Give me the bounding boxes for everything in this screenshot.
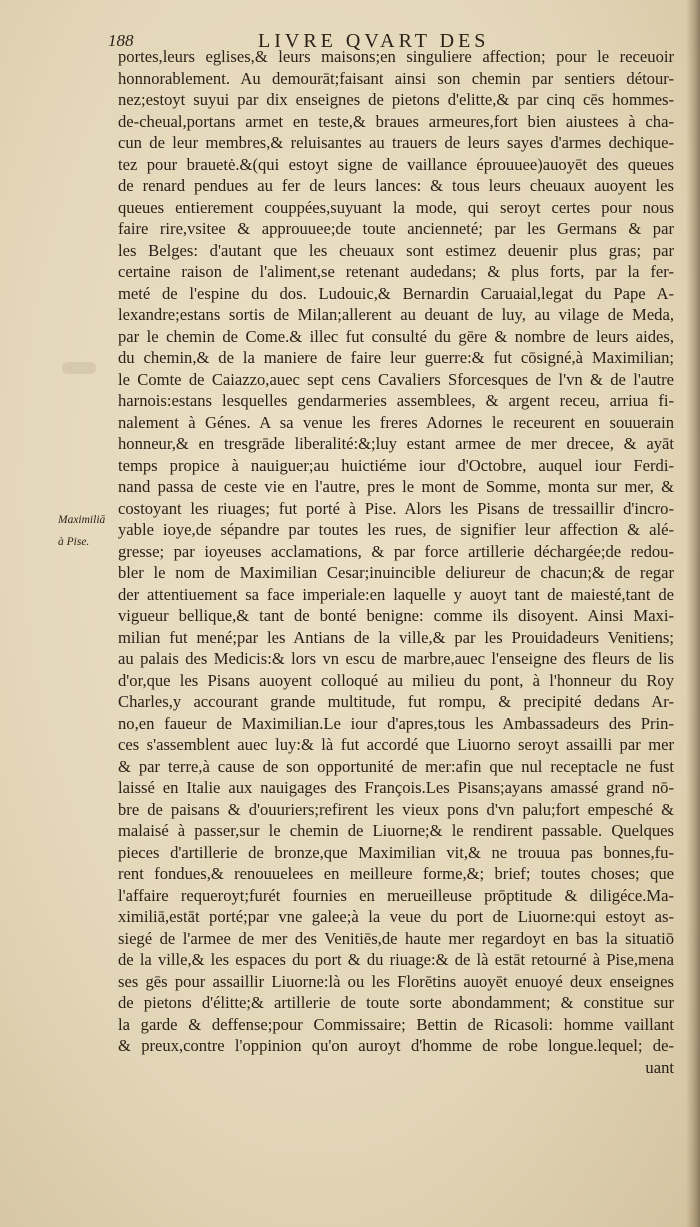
text-line: no,en faueur de Maximilian.Le iour d'apres,tous les Ambassadeurs des Prin-	[118, 713, 674, 733]
text-line: lexandre;estans sortis de Milan;allerent au deuant de luy, au vilage de Meda,	[118, 305, 674, 324]
text-line: der attentiuement sa face imperiale:en laquelle y auoyt tant de maiesté,tant de	[118, 584, 674, 604]
text-line: pieces d'artillerie de bronze,que Maximilian vit,& ne trouua pas bonnes,fu-	[118, 842, 674, 862]
text-line: certaine raison de l'aliment,se retenant audedans; & plus forts, par la fer-	[118, 262, 674, 281]
ink-smudge	[62, 362, 96, 374]
text-line: gresse; par ioyeuses acclamations, & par force artillerie déchargée;de redou-	[118, 541, 674, 561]
text-line: du chemin,& de la maniere de faire leur guerre:& fut cōsigné,à Maximilian;	[118, 348, 674, 367]
text-line: honnorablement. Au demourāt;faisant ainsi son chemin par sentiers détour-	[118, 68, 674, 88]
text-line: Charles,y accourant grande multitude, fut rompu, & precipité dedans Ar-	[118, 692, 674, 711]
text-line: laissé en Italie aux nauigages des François.Les Pisans;ayans amassé grand nō-	[118, 778, 674, 797]
text-line: ses gēs pour assaillir Liuorne:là ou les Florētins auoyēt enuoyé deux enseignes	[118, 971, 674, 991]
margin-note	[58, 510, 118, 553]
text-line: honneur,& en tresgrāde liberalité:&;luy estant armee de mer drecee, & ayāt	[118, 434, 674, 453]
text-line: les Belges: d'autant que les cheuaux sont estimez deuenir plus gras; par	[118, 240, 674, 260]
page-edge-shadow	[686, 0, 700, 1227]
text-line: de pietons d'élitte;& artillerie de toute sorte abondamment; & constitue sur	[118, 993, 674, 1012]
text-line: milian fut mené;par les Antians de la ville,& par les Prouidadeurs Venitiens;	[118, 627, 674, 647]
text-line: le Comte de Caiazzo,auec sept cens Cavaliers Sforcesques de l'vn & de l'autre	[118, 369, 674, 389]
text-line: la garde & deffense;pour Commissaire; Bettin de Ricasoli: homme vaillant	[118, 1014, 674, 1034]
text-line: bler le nom de Maximilian Cesar;inuincible deliureur de chacun;& de regar	[118, 563, 674, 582]
text-line: nez;estoyt suyui par dix enseignes de pietons d'elitte,& par cinq cēs hommes-	[118, 90, 674, 109]
text-line: rent fondues,& renouuelees en meilleure forme,&; brief; toutes choses; que	[118, 864, 674, 883]
text-line: de-cheual,portans armet en teste,& braues armeures,fort bien aiustees à cha-	[118, 111, 674, 131]
text-line: d'or,que les Pisans auoyent colloqué au milieu du pont, à l'honneur du Roy	[118, 670, 674, 690]
text-line: temps propice à nauiguer;au huictiéme iour d'Octobre, auquel iour Ferdi-	[118, 455, 674, 475]
margin-note-line: à Pise.	[58, 535, 90, 548]
text-line: siegé de l'armee de mer des Venitiēs,de haute mer regardoyt en bas la situatiō	[118, 928, 674, 948]
text-line: cun de leur membres,& reluisantes au trauers de leurs sayes d'armes dechique-	[118, 133, 674, 152]
margin-note-line: Maximiliā	[58, 514, 106, 526]
body-text	[118, 46, 674, 1078]
text-line: tez pour brauetė.&(qui estoyt signe de vaillance éprouuee)auoyēt des queues	[118, 154, 674, 174]
text-line: nand passa de ceste vie en l'autre, pres le mont de Somme, monta sur mer, &	[118, 477, 674, 496]
text-line: costoyant les riuages; fut porté à Pise. Alors les Pisans de tressaillir d'incro-	[118, 498, 674, 518]
text-line: vigueur bellique,& tant de bonté benigne: comme ils disoyent. Ainsi Maxi-	[118, 606, 674, 625]
text-line: uant	[645, 1057, 674, 1077]
text-line: harnois:estans lesquelles gendarmeries assemblees, & argent receu, arriua fi-	[118, 391, 674, 410]
text-line: par le chemin de Come.& illec fut consulté du gēre & nombre de leurs aides,	[118, 326, 674, 346]
text-line: & par terre,à cause de son opportunité de mer:afin que nul receptacle ne fust	[118, 756, 674, 776]
text-line: de renard pendues au fer de leurs lances: & tous leurs cheuaux auoyent les	[118, 176, 674, 195]
text-line: au palais des Medicis:& lors vn escu de marbre,auec l'enseigne des fleurs de lis	[118, 649, 674, 668]
text-line: malaisé à passer,sur le chemin de Liuorne;& le rendirent passable. Quelques	[118, 821, 674, 840]
text-line: de la ville,& les espaces du port & du riuage:& de là estāt retourné à Pise,mena	[118, 950, 674, 969]
text-line: queues entierement couppées,suyuant la mode, qui seroyt certes pour nous	[118, 197, 674, 217]
running-title: LIVRE QVART DES	[258, 30, 490, 52]
text-line: yable ioye,de sépandre par toutes les rues, de signifier leur affection & alé-	[118, 520, 674, 539]
text-line: ces s'assemblent auec luy:& là fut accordé que Liuorno seroyt assailli par mer	[118, 735, 674, 754]
page-number: 188	[108, 31, 134, 50]
text-line: faire rire,vsitee & approuuee;de toute ancienneté; par les Germans & par	[118, 219, 674, 238]
text-line: & preux,contre l'oppinion qu'on auroyt d'homme de robe longue.lequel; de-	[118, 1036, 674, 1055]
text-line: bre de paisans & d'ouuriers;refirent les vieux pons d'vn palu;fort empesché &	[118, 799, 674, 819]
text-line: portes,leurs eglises,& leurs maisons;en singuliere affection; pour le receuoir	[118, 47, 674, 66]
text-line: l'affaire requeroyt;furét fournies en merueilleuse prōptitude & diligéce.Ma-	[118, 885, 674, 905]
text-line: meté de l'espine du dos. Ludouic,& Bernardin Caruaial,legat du Pape A-	[118, 283, 674, 303]
text-line: ximiliā,estāt porté;par vne galee;à la veue du port de Liuorne:qui estoyt as-	[118, 907, 674, 926]
text-line: nalement à Génes. A sa venue les freres Adornes le receurent en souuerain	[118, 412, 674, 432]
